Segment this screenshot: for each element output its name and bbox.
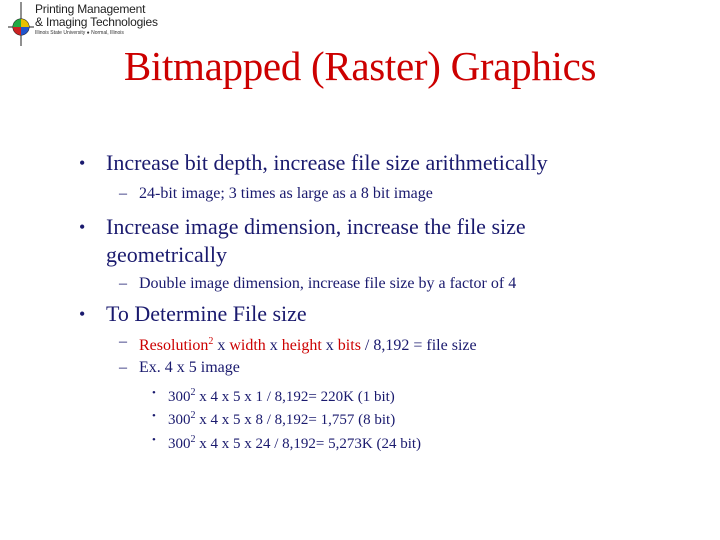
bullet-icon: • xyxy=(79,304,86,324)
formula-times-1: x xyxy=(213,337,230,354)
calc-8bit xyxy=(152,405,396,431)
calc-rest: x 4 x 5 x 24 / 8,192= 5,273K (24 bit) xyxy=(195,436,422,452)
bullet-icon: • xyxy=(152,387,156,399)
bullet-icon: • xyxy=(152,434,156,446)
subbullet-text: Double image dimension, increase file size by a factor of 4 xyxy=(139,275,517,292)
logo-line-3: Illinois State University ● Normal, Illinois xyxy=(35,30,124,36)
formula-times-3: x xyxy=(321,337,338,354)
bullet-text-line-2: geometrically xyxy=(106,242,227,267)
bullet-dimension xyxy=(79,213,526,269)
calc-base: 300 xyxy=(168,389,191,405)
calc-24bit xyxy=(152,429,422,455)
subbullet-bit-depth xyxy=(119,183,433,205)
bullet-icon: • xyxy=(152,410,156,422)
formula-bits: bits xyxy=(337,337,361,354)
bullet-text: To Determine File size xyxy=(106,301,307,326)
calc-exponent: 2 xyxy=(190,434,196,445)
subbullet-formula xyxy=(119,331,477,357)
dash-icon: – xyxy=(119,359,127,376)
subbullet-text: Ex. 4 x 5 image xyxy=(139,359,240,376)
calc-rest: x 4 x 5 x 1 / 8,192= 220K (1 bit) xyxy=(195,389,395,405)
slide-title: Bitmapped (Raster) Graphics xyxy=(123,43,597,89)
calc-base: 300 xyxy=(168,436,191,452)
bullet-icon: • xyxy=(79,217,86,237)
bullet-file-size xyxy=(79,300,307,328)
bullet-bit-depth xyxy=(79,149,548,177)
calc-rest: x 4 x 5 x 8 / 8,192= 1,757 (8 bit) xyxy=(195,412,396,428)
formula-rest: / 8,192 = file size xyxy=(360,337,477,354)
dash-icon: – xyxy=(119,333,127,350)
bullet-icon: • xyxy=(79,153,86,173)
subbullet-example xyxy=(119,357,240,379)
bullet-text: Increase bit depth, increase file size arithmetically xyxy=(106,150,548,175)
calc-exponent: 2 xyxy=(190,387,196,398)
formula-width: width xyxy=(229,337,266,354)
subbullet-text: 24-bit image; 3 times as large as a 8 bit image xyxy=(139,185,433,202)
subbullet-dimension xyxy=(119,273,517,295)
bullet-text-line-1: Increase image dimension, increase the file size xyxy=(106,214,526,239)
formula-resolution-exponent: 2 xyxy=(208,336,214,347)
formula-resolution: Resolution xyxy=(139,337,209,354)
dash-icon: – xyxy=(119,185,127,202)
calc-exponent: 2 xyxy=(190,410,196,421)
calc-base: 300 xyxy=(168,412,191,428)
dash-icon: – xyxy=(119,275,127,292)
logo-line-1: Printing Management xyxy=(35,2,146,16)
formula-height: height xyxy=(281,337,322,354)
formula-times-2: x xyxy=(265,337,282,354)
logo-line-2: & Imaging Technologies xyxy=(35,15,158,29)
crosshair-logo-icon xyxy=(8,2,34,46)
